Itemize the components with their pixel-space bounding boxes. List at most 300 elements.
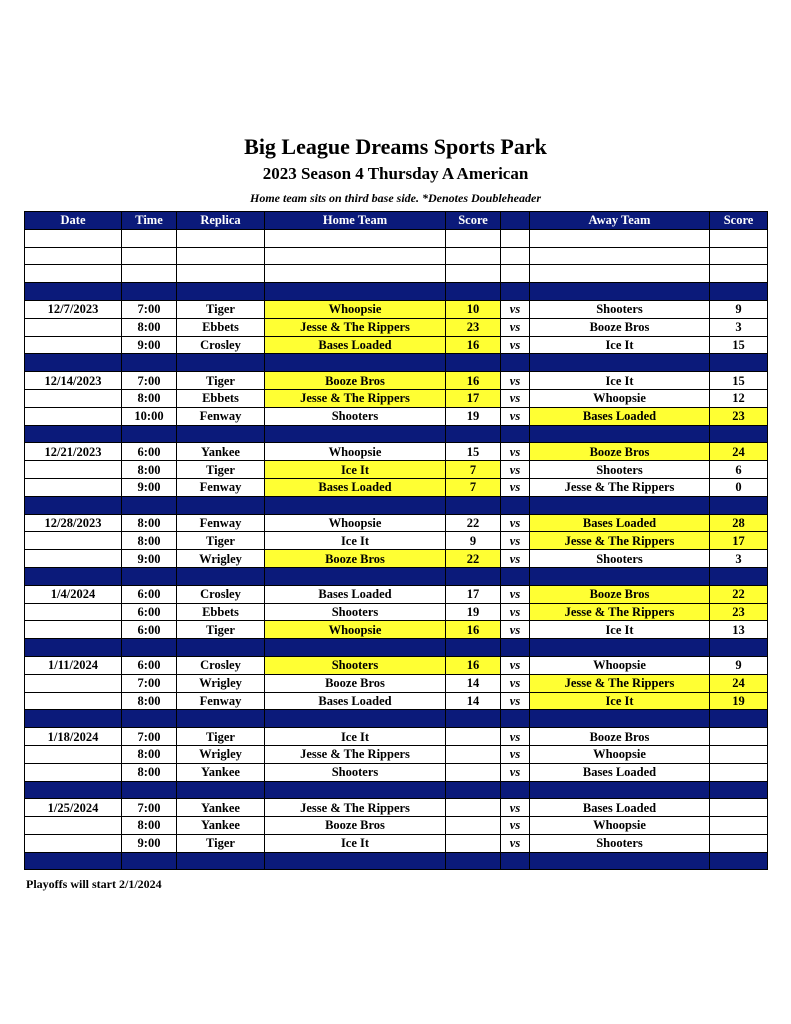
game-row [25,674,768,692]
time-cell: 8:00 [122,763,177,781]
home-team-cell: Whoopsie [265,300,446,318]
away-team-cell: Ice It [530,372,710,390]
week-separator-row [25,567,768,585]
header-time: Time [122,212,177,230]
away-team-cell [530,852,710,870]
replica-cell: Tiger [177,621,265,639]
replica-cell [177,567,265,585]
game-row [25,318,768,336]
game-row [25,763,768,781]
replica-cell: Tiger [177,834,265,852]
date-cell [25,567,122,585]
time-cell: 6:00 [122,656,177,674]
date-cell [25,745,122,763]
vs-cell [501,265,530,283]
time-cell: 8:00 [122,514,177,532]
away-team-cell: Bases Loaded [530,407,710,425]
home-score-cell: 16 [446,336,501,354]
home-team-cell: Shooters [265,407,446,425]
away-score-cell: 9 [710,300,768,318]
away-team-cell: Shooters [530,550,710,568]
time-cell: 7:00 [122,300,177,318]
away-team-cell [530,639,710,657]
home-score-cell: 7 [446,478,501,496]
week-separator-row [25,354,768,372]
time-cell: 9:00 [122,478,177,496]
vs-cell: vs [501,745,530,763]
replica-cell: Tiger [177,532,265,550]
date-cell: 12/21/2023 [25,443,122,461]
home-team-cell: Ice It [265,461,446,479]
time-cell: 8:00 [122,745,177,763]
away-team-cell: Jesse & The Rippers [530,532,710,550]
vs-cell [501,639,530,657]
away-score-cell: 23 [710,603,768,621]
home-score-cell [446,852,501,870]
home-score-cell: 9 [446,532,501,550]
away-team-cell: Whoopsie [530,656,710,674]
replica-cell: Yankee [177,763,265,781]
home-team-cell [265,247,446,265]
time-cell: 10:00 [122,407,177,425]
vs-cell: vs [501,817,530,835]
home-score-cell [446,247,501,265]
away-score-cell [710,265,768,283]
away-score-cell [710,710,768,728]
time-cell [122,496,177,514]
game-row [25,461,768,479]
game-row [25,407,768,425]
home-team-cell: Jesse & The Rippers [265,799,446,817]
replica-cell: Wrigley [177,674,265,692]
replica-cell: Tiger [177,300,265,318]
game-row [25,834,768,852]
home-team-cell [265,852,446,870]
away-score-cell: 12 [710,389,768,407]
home-score-cell: 17 [446,389,501,407]
away-team-cell: Bases Loaded [530,763,710,781]
time-cell: 7:00 [122,674,177,692]
vs-cell [501,496,530,514]
away-score-cell [710,817,768,835]
vs-cell: vs [501,318,530,336]
away-score-cell [710,763,768,781]
home-team-cell: Shooters [265,763,446,781]
vs-cell: vs [501,443,530,461]
replica-cell: Yankee [177,799,265,817]
week-separator-row [25,781,768,799]
home-score-cell: 17 [446,585,501,603]
home-score-cell [446,799,501,817]
page-subtitle: 2023 Season 4 Thursday A American [262,164,529,183]
time-cell [122,425,177,443]
vs-cell: vs [501,728,530,746]
game-row [25,478,768,496]
home-score-cell [446,745,501,763]
home-team-cell: Bases Loaded [265,478,446,496]
home-team-cell: Shooters [265,656,446,674]
away-team-cell: Booze Bros [530,318,710,336]
home-score-cell: 19 [446,603,501,621]
away-score-cell [710,781,768,799]
home-team-cell: Ice It [265,834,446,852]
away-team-cell: Shooters [530,300,710,318]
date-cell: 12/14/2023 [25,372,122,390]
game-row [25,656,768,674]
date-cell [25,425,122,443]
home-score-cell [446,781,501,799]
week-separator-row [25,496,768,514]
date-cell [25,336,122,354]
date-cell: 12/28/2023 [25,514,122,532]
date-cell [25,389,122,407]
header-away-team: Away Team [530,212,710,230]
time-cell: 8:00 [122,532,177,550]
vs-cell: vs [501,763,530,781]
home-team-cell: Booze Bros [265,372,446,390]
home-score-cell: 15 [446,443,501,461]
away-team-cell: Shooters [530,834,710,852]
vs-cell: vs [501,407,530,425]
replica-cell: Yankee [177,817,265,835]
home-team-cell [265,710,446,728]
away-team-cell: Jesse & The Rippers [530,478,710,496]
week-separator-row [25,425,768,443]
game-row [25,692,768,710]
replica-cell: Crosley [177,656,265,674]
replica-cell: Tiger [177,461,265,479]
home-score-cell [446,265,501,283]
vs-cell: vs [501,372,530,390]
vs-cell [501,247,530,265]
vs-cell: vs [501,692,530,710]
away-team-cell: Jesse & The Rippers [530,674,710,692]
home-team-cell: Ice It [265,532,446,550]
game-row [25,336,768,354]
away-team-cell [530,710,710,728]
time-cell [122,852,177,870]
date-cell [25,781,122,799]
time-cell: 9:00 [122,550,177,568]
date-cell [25,247,122,265]
replica-cell: Ebbets [177,603,265,621]
header-home-score: Score [446,212,501,230]
away-score-cell: 19 [710,692,768,710]
home-team-cell: Bases Loaded [265,692,446,710]
away-score-cell: 9 [710,656,768,674]
replica-cell [177,283,265,301]
away-team-cell [530,567,710,585]
away-score-cell: 22 [710,585,768,603]
away-team-cell [530,229,710,247]
date-cell [25,496,122,514]
away-team-cell: Booze Bros [530,443,710,461]
away-score-cell [710,425,768,443]
game-row [25,532,768,550]
home-team-cell: Booze Bros [265,550,446,568]
home-score-cell [446,639,501,657]
time-cell: 8:00 [122,692,177,710]
replica-cell: Wrigley [177,550,265,568]
replica-cell [177,425,265,443]
page-title: Big League Dreams Sports Park [244,134,547,159]
replica-cell [177,229,265,247]
vs-cell: vs [501,461,530,479]
replica-cell: Fenway [177,407,265,425]
replica-cell: Fenway [177,692,265,710]
replica-cell: Crosley [177,336,265,354]
game-row [25,550,768,568]
time-cell [122,710,177,728]
date-cell [25,817,122,835]
away-team-cell [530,283,710,301]
away-score-cell [710,247,768,265]
away-score-cell: 3 [710,550,768,568]
vs-cell: vs [501,336,530,354]
away-team-cell [530,265,710,283]
home-score-cell: 14 [446,674,501,692]
home-team-cell [265,781,446,799]
vs-cell: vs [501,674,530,692]
away-team-cell: Booze Bros [530,728,710,746]
time-cell: 8:00 [122,389,177,407]
away-score-cell [710,799,768,817]
home-score-cell [446,567,501,585]
home-team-cell: Bases Loaded [265,336,446,354]
home-team-cell: Whoopsie [265,443,446,461]
home-score-cell: 19 [446,407,501,425]
replica-cell: Ebbets [177,318,265,336]
away-score-cell [710,229,768,247]
home-team-cell: Booze Bros [265,674,446,692]
away-team-cell [530,247,710,265]
home-score-cell [446,728,501,746]
away-score-cell [710,354,768,372]
time-cell [122,354,177,372]
away-score-cell [710,834,768,852]
vs-cell [501,852,530,870]
away-score-cell: 13 [710,621,768,639]
vs-cell: vs [501,300,530,318]
home-score-cell [446,229,501,247]
replica-cell: Yankee [177,443,265,461]
time-cell [122,265,177,283]
home-team-cell [265,229,446,247]
home-score-cell [446,496,501,514]
away-score-cell: 6 [710,461,768,479]
vs-cell [501,425,530,443]
home-score-cell: 10 [446,300,501,318]
home-team-cell: Shooters [265,603,446,621]
date-cell [25,461,122,479]
away-score-cell [710,567,768,585]
away-score-cell: 15 [710,336,768,354]
week-separator-row [25,852,768,870]
time-cell [122,247,177,265]
vs-cell [501,567,530,585]
away-score-cell: 15 [710,372,768,390]
week-separator-row [25,710,768,728]
game-row [25,443,768,461]
home-team-cell [265,639,446,657]
week-separator-row [25,283,768,301]
time-cell: 6:00 [122,603,177,621]
home-team-cell: Ice It [265,728,446,746]
date-cell [25,265,122,283]
page-note: Home team sits on third base side. *Denotes Doubleheader [250,191,541,205]
replica-cell: Tiger [177,372,265,390]
time-cell: 6:00 [122,585,177,603]
replica-cell [177,247,265,265]
home-score-cell [446,763,501,781]
vs-cell [501,354,530,372]
away-score-cell [710,639,768,657]
vs-cell [501,710,530,728]
vs-cell: vs [501,389,530,407]
away-team-cell: Jesse & The Rippers [530,603,710,621]
date-cell: 1/25/2024 [25,799,122,817]
header-replica: Replica [177,212,265,230]
time-cell: 8:00 [122,817,177,835]
header-home-team: Home Team [265,212,446,230]
away-score-cell: 24 [710,674,768,692]
home-score-cell: 16 [446,656,501,674]
vs-cell: vs [501,478,530,496]
home-score-cell: 16 [446,372,501,390]
time-cell: 9:00 [122,834,177,852]
home-team-cell: Whoopsie [265,621,446,639]
date-cell: 1/18/2024 [25,728,122,746]
home-team-cell: Jesse & The Rippers [265,389,446,407]
time-cell: 7:00 [122,372,177,390]
date-cell [25,639,122,657]
schedule-body [25,229,768,870]
replica-cell [177,496,265,514]
home-score-cell [446,425,501,443]
away-team-cell: Whoopsie [530,817,710,835]
game-row [25,585,768,603]
date-cell [25,550,122,568]
date-cell [25,354,122,372]
date-cell: 1/4/2024 [25,585,122,603]
away-score-cell: 17 [710,532,768,550]
vs-cell: vs [501,550,530,568]
replica-cell [177,639,265,657]
blank-row [25,247,768,265]
blank-row [25,229,768,247]
date-cell: 12/7/2023 [25,300,122,318]
week-separator-row [25,639,768,657]
time-cell: 6:00 [122,443,177,461]
away-team-cell [530,781,710,799]
home-score-cell [446,710,501,728]
vs-cell: vs [501,514,530,532]
replica-cell: Crosley [177,585,265,603]
game-row [25,621,768,639]
away-team-cell: Ice It [530,621,710,639]
game-row [25,300,768,318]
game-row [25,799,768,817]
footer-note: Playoffs will start 2/1/2024 [26,877,162,891]
date-cell [25,283,122,301]
vs-cell: vs [501,603,530,621]
time-cell [122,229,177,247]
date-cell [25,603,122,621]
date-cell [25,852,122,870]
away-team-cell: Ice It [530,336,710,354]
home-score-cell: 22 [446,514,501,532]
away-score-cell: 3 [710,318,768,336]
date-cell: 1/11/2024 [25,656,122,674]
home-team-cell: Jesse & The Rippers [265,318,446,336]
vs-cell: vs [501,799,530,817]
header-date: Date [25,212,122,230]
home-score-cell: 22 [446,550,501,568]
replica-cell: Tiger [177,728,265,746]
home-team-cell [265,425,446,443]
home-team-cell: Booze Bros [265,817,446,835]
date-cell [25,621,122,639]
game-row [25,389,768,407]
time-cell: 8:00 [122,461,177,479]
home-score-cell: 16 [446,621,501,639]
vs-cell: vs [501,656,530,674]
home-score-cell: 14 [446,692,501,710]
home-team-cell: Jesse & The Rippers [265,745,446,763]
header-row [25,212,768,230]
home-score-cell [446,834,501,852]
date-cell [25,478,122,496]
time-cell: 8:00 [122,318,177,336]
replica-cell: Wrigley [177,745,265,763]
home-team-cell: Bases Loaded [265,585,446,603]
away-team-cell: Whoopsie [530,389,710,407]
home-score-cell [446,354,501,372]
date-cell [25,763,122,781]
replica-cell [177,354,265,372]
time-cell: 7:00 [122,728,177,746]
away-team-cell [530,354,710,372]
away-score-cell: 24 [710,443,768,461]
game-row [25,728,768,746]
away-team-cell: Shooters [530,461,710,479]
home-score-cell: 7 [446,461,501,479]
home-team-cell [265,283,446,301]
vs-cell: vs [501,834,530,852]
vs-cell: vs [501,621,530,639]
home-team-cell: Whoopsie [265,514,446,532]
date-cell [25,532,122,550]
away-team-cell: Ice It [530,692,710,710]
game-row [25,514,768,532]
game-row [25,817,768,835]
game-row [25,372,768,390]
away-score-cell [710,852,768,870]
vs-cell: vs [501,532,530,550]
home-team-cell [265,265,446,283]
away-score-cell: 0 [710,478,768,496]
replica-cell [177,265,265,283]
schedule-table [24,211,768,870]
date-cell [25,834,122,852]
away-score-cell [710,496,768,514]
away-team-cell: Booze Bros [530,585,710,603]
home-team-cell [265,567,446,585]
blank-row [25,265,768,283]
time-cell [122,567,177,585]
away-team-cell: Bases Loaded [530,799,710,817]
replica-cell [177,710,265,728]
